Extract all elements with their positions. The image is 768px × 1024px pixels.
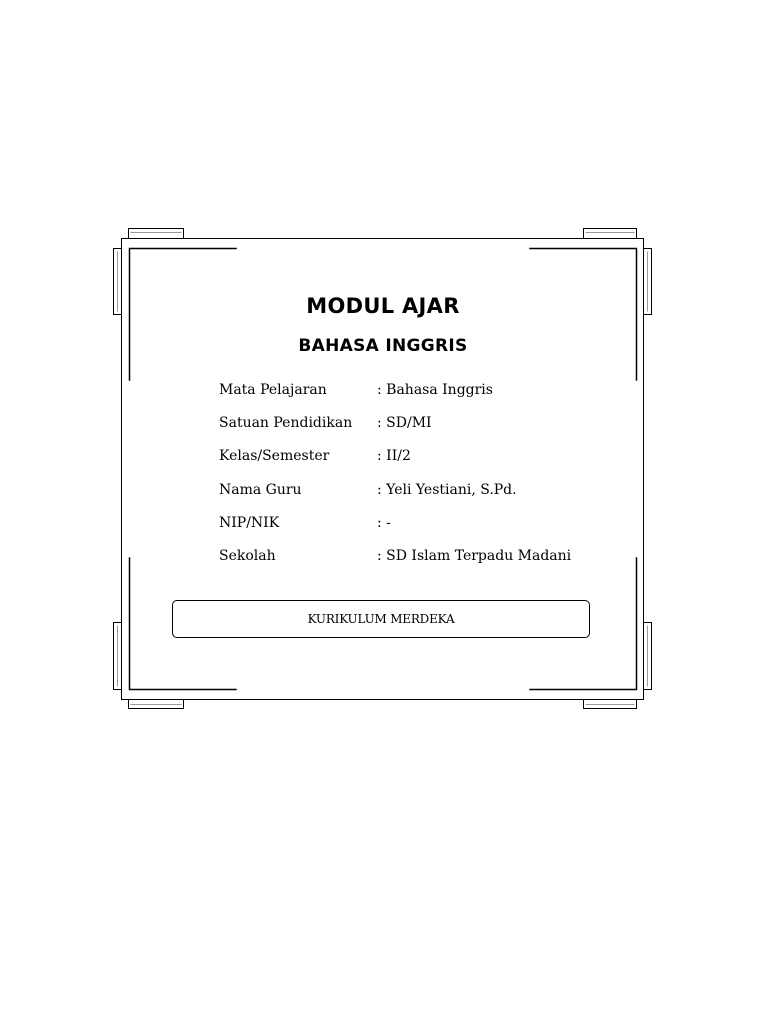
document-title: MODUL AJAR [306,294,460,318]
info-value: : SD/MI [377,414,432,431]
info-value: : Yeli Yestiani, S.Pd. [377,481,517,498]
info-row-mata-pelajaran [219,373,619,406]
curriculum-box [172,600,590,638]
info-label: Sekolah [219,548,276,565]
info-row-nama-guru [219,473,619,506]
info-value: : SD Islam Terpadu Madani [377,548,572,565]
info-value: : Bahasa Inggris [377,381,493,398]
info-row-sekolah [219,539,619,572]
info-row-kelas-semester [219,440,619,473]
info-label: Nama Guru [219,481,302,498]
info-value: : - [377,514,391,531]
curriculum-label: KURIKULUM MERDEKA [307,612,455,626]
info-label: Mata Pelajaran [219,381,327,398]
info-label: Satuan Pendidikan [219,414,353,431]
info-table [219,373,619,573]
document-subtitle: BAHASA INGGRIS [298,336,468,356]
info-value: : II/2 [377,448,411,465]
info-row-nip-nik [219,506,619,539]
info-label: NIP/NIK [219,514,280,531]
info-label: Kelas/Semester [219,448,330,465]
info-row-satuan-pendidikan [219,406,619,439]
